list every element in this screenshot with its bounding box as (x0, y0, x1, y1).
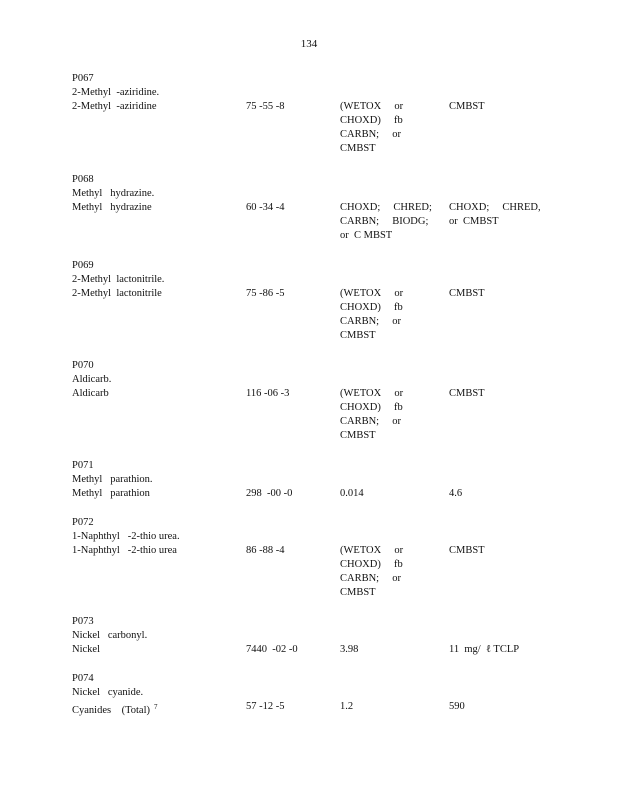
waste-name: Nickel cyanide. (72, 687, 144, 698)
waste-code: P069 (72, 260, 94, 271)
wastewater-line: CARBN; or (340, 573, 401, 584)
nonwastewater-line: 11 mg/ ℓ TCLP (449, 644, 520, 655)
wastewater-line: CARBN; or (340, 416, 401, 427)
cas-number: 60 -34 -4 (246, 202, 285, 213)
waste-code: P071 (72, 460, 94, 471)
constituent-name: Aldicarb (72, 388, 109, 399)
cas-number-cell (246, 544, 285, 558)
waste-name: 2-Methyl -aziridine. (72, 87, 160, 98)
waste-entry (72, 615, 572, 657)
wastewater-line: or C MBST (340, 230, 393, 241)
waste-name: 1-Naphthyl -2-thio urea. (72, 531, 180, 542)
wastewater-line: (WETOX or (340, 388, 404, 399)
cas-number: 298 -00 -0 (246, 488, 293, 499)
wastewater-standard-cell (340, 100, 440, 156)
footnote-marker: 7 (154, 703, 158, 711)
nonwastewater-standard-cell (449, 643, 569, 657)
wastewater-line: CHOXD; CHRED; (340, 202, 432, 213)
waste-name: 2-Methyl lactonitrile. (72, 274, 165, 285)
waste-entry (72, 72, 572, 154)
nonwastewater-standard-cell (449, 487, 569, 501)
wastewater-standard-cell (340, 643, 440, 657)
wastewater-standard-cell (340, 700, 440, 714)
wastewater-standard-cell (340, 287, 440, 343)
cas-number: 75 -86 -5 (246, 288, 285, 299)
cas-number-cell (246, 201, 285, 215)
wastewater-line: CHOXD) fb (340, 115, 403, 126)
waste-name: Methyl parathion. (72, 474, 153, 485)
nonwastewater-line: CHOXD; CHRED, (449, 202, 541, 213)
nonwastewater-line: or CMBST (449, 216, 499, 227)
cas-number-cell (246, 643, 298, 657)
waste-name: Nickel carbonyl. (72, 630, 148, 641)
nonwastewater-line: 4.6 (449, 488, 463, 499)
waste-entry (72, 259, 572, 341)
wastewater-line: 0.014 (340, 488, 364, 499)
nonwastewater-line: CMBST (449, 288, 485, 299)
nonwastewater-standard-cell (449, 201, 569, 229)
cas-number-cell (246, 487, 292, 501)
cas-number: 116 -06 -3 (246, 388, 290, 399)
cas-number: 7440 -02 -0 (246, 644, 298, 655)
cas-number-cell (246, 387, 289, 401)
nonwastewater-standard-cell (449, 100, 569, 114)
wastewater-line: CMBST (340, 587, 376, 598)
nonwastewater-line: CMBST (449, 388, 485, 399)
wastewater-line: CMBST (340, 430, 376, 441)
wastewater-line: CARBN; or (340, 129, 401, 140)
wastewater-line: (WETOX or (340, 545, 404, 556)
nonwastewater-line: 590 (449, 701, 465, 712)
constituent-name: Cyanides (Total) (72, 705, 150, 716)
constituent-name: Methyl hydrazine (72, 202, 152, 213)
waste-code: P067 (72, 73, 94, 84)
constituent-name: Methyl parathion (72, 488, 150, 499)
waste-entry (72, 459, 572, 501)
waste-code: P074 (72, 673, 94, 684)
waste-entry (72, 672, 572, 714)
page-number: 134 (300, 38, 318, 50)
nonwastewater-line: CMBST (449, 101, 485, 112)
waste-name: Methyl hydrazine. (72, 188, 155, 199)
waste-name: Aldicarb. (72, 374, 112, 385)
constituent-name: 2-Methyl lactonitrile (72, 288, 162, 299)
nonwastewater-standard-cell (449, 387, 569, 401)
nonwastewater-standard-cell (449, 544, 569, 558)
waste-entry (72, 516, 572, 598)
cas-number: 75 -55 -8 (246, 101, 285, 112)
nonwastewater-standard-cell (449, 287, 569, 301)
wastewater-line: CHOXD) fb (340, 559, 403, 570)
waste-code: P068 (72, 174, 94, 185)
constituent-name: 1-Naphthyl -2-thio urea (72, 545, 177, 556)
cas-number-cell (246, 700, 285, 714)
waste-code: P070 (72, 360, 94, 371)
wastewater-line: CHOXD) fb (340, 302, 403, 313)
wastewater-standard-cell (340, 387, 440, 443)
wastewater-standard-cell (340, 201, 440, 243)
cas-number: 57 -12 -5 (246, 701, 285, 712)
wastewater-line: CARBN; BIODG; (340, 216, 429, 227)
constituent-name: Nickel (72, 644, 100, 655)
wastewater-line: 3.98 (340, 644, 359, 655)
waste-code: P073 (72, 616, 94, 627)
waste-entry (72, 359, 572, 441)
nonwastewater-line: CMBST (449, 545, 485, 556)
cas-number-cell (246, 287, 285, 301)
waste-code: P072 (72, 517, 94, 528)
wastewater-line: (WETOX or (340, 288, 404, 299)
wastewater-line: CARBN; or (340, 316, 401, 327)
wastewater-standard-cell (340, 544, 440, 600)
wastewater-line: 1.2 (340, 701, 354, 712)
cas-number: 86 -88 -4 (246, 545, 285, 556)
wastewater-line: CHOXD) fb (340, 402, 403, 413)
wastewater-line: CMBST (340, 330, 376, 341)
cas-number-cell (246, 100, 285, 114)
nonwastewater-standard-cell (449, 700, 569, 714)
wastewater-standard-cell (340, 487, 440, 501)
wastewater-line: CMBST (340, 143, 376, 154)
constituent-name: 2-Methyl -aziridine (72, 101, 157, 112)
waste-entry (72, 173, 572, 241)
wastewater-line: (WETOX or (340, 101, 404, 112)
